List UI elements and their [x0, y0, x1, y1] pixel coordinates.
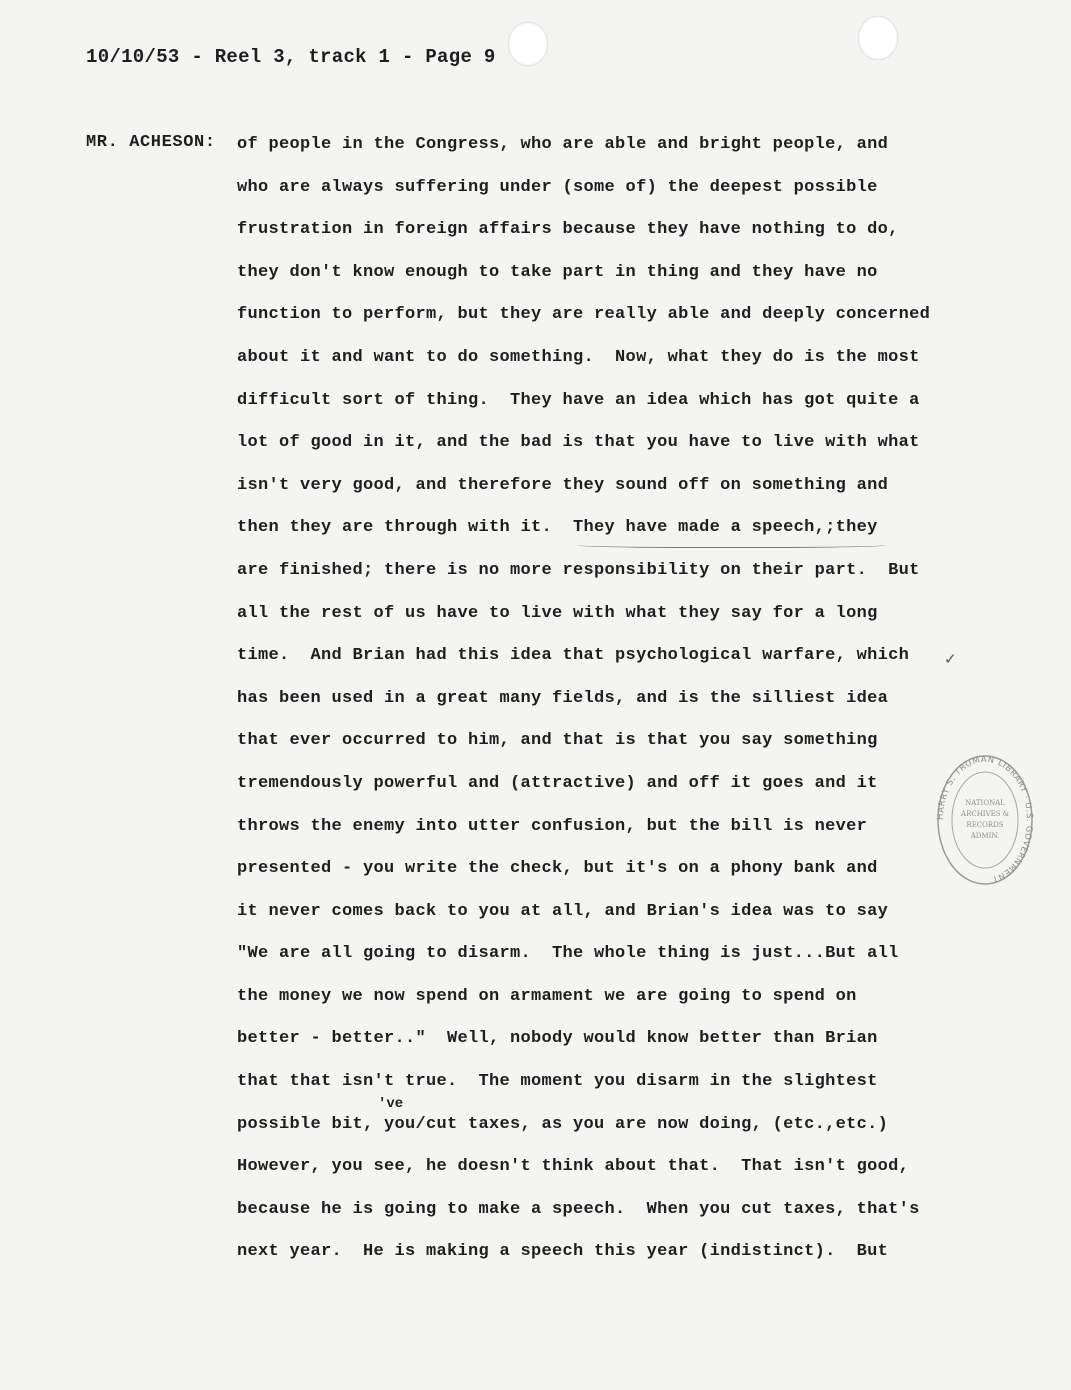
- transcript-body: [237, 133, 997, 1283]
- transcript-line: they don't know enough to take part in thing and they have no: [237, 262, 878, 282]
- transcript-line: However, you see, he doesn't think about that. That isn't good,: [237, 1157, 910, 1177]
- transcript-line: time. And Brian had this idea that psychological warfare, which: [237, 646, 910, 666]
- transcript-line: lot of good in it, and the bad is that you have to live with what: [237, 433, 920, 453]
- transcript-line: it never comes back to you at all, and Brian's idea was to say: [237, 901, 889, 921]
- transcript-line: that ever occurred to him, and that is that you say something: [237, 731, 878, 751]
- transcript-line: throws the enemy into utter confusion, but the bill is never: [237, 816, 868, 836]
- stamp-inner-line-3: RECORDS: [966, 821, 1004, 829]
- transcript-line: has been used in a great many fields, and is the silliest idea: [237, 688, 889, 708]
- transcript-line: difficult sort of thing. They have an idea which has got quite a: [237, 390, 920, 410]
- transcript-line: next year. He is making a speech this year (indistinct). But: [237, 1242, 889, 1262]
- library-stamp-seal: [935, 745, 1035, 895]
- punch-hole-right: [858, 16, 898, 60]
- punch-hole-left: [508, 22, 548, 66]
- transcript-line: tremendously powerful and (attractive) and off it goes and it: [237, 773, 878, 793]
- speaker-label: MR. ACHESON:: [86, 133, 216, 152]
- interlinear-insertion: 've: [378, 1096, 404, 1112]
- stamp-inner-line-4: ADMIN.: [970, 832, 1000, 840]
- transcript-line: function to perform, but they are really able and deeply concerned: [237, 305, 931, 325]
- stamp-ring-text: HARRY S. TRUMAN LIBRARY · U.S. GOVERNMENT: [935, 754, 1035, 885]
- transcript-line: about it and want to do something. Now, what they do is the most: [237, 347, 920, 367]
- transcript-line: because he is going to make a speech. When you cut taxes, that's: [237, 1199, 920, 1219]
- margin-check-mark: ✓: [944, 650, 957, 668]
- transcript-line: isn't very good, and therefore they sound off on something and: [237, 475, 889, 495]
- page-header: 10/10/53 - Reel 3, track 1 - Page 9: [86, 46, 496, 68]
- transcript-line: then they are through with it. They have made a speech,;they: [237, 518, 878, 538]
- transcript-line: better - better.." Well, nobody would know better than Brian: [237, 1029, 878, 1049]
- transcript-line: who are always suffering under (some of) the deepest possible: [237, 177, 878, 197]
- transcript-line: the money we now spend on armament we are going to spend on: [237, 986, 857, 1006]
- transcript-line: possible bit, you/cut taxes, as you are now doing, (etc.,etc.): [237, 1114, 889, 1134]
- stamp-inner-line-2: ARCHIVES &: [961, 810, 1009, 818]
- transcript-line: are finished; there is no more responsibility on their part. But: [237, 560, 920, 580]
- stamp-inner-line-1: NATIONAL: [965, 799, 1005, 807]
- transcript-line: of people in the Congress, who are able and bright people, and: [237, 135, 889, 154]
- transcript-line: all the rest of us have to live with what they say for a long: [237, 603, 878, 623]
- transcript-line: frustration in foreign affairs because they have nothing to do,: [237, 220, 899, 240]
- transcript-line: presented - you write the check, but it's on a phony bank and: [237, 859, 878, 879]
- transcript-line: "We are all going to disarm. The whole thing is just...But all: [237, 944, 899, 964]
- pencil-underline: [576, 541, 886, 548]
- transcript-line: that that isn't true. The moment you disarm in the slightest: [237, 1072, 878, 1092]
